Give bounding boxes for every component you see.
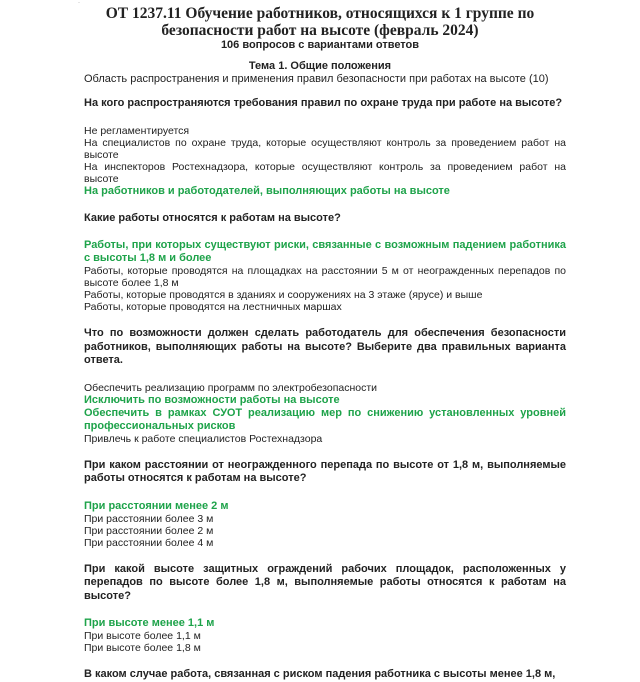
correct-answer: Исключить по возможности работы на высоте: [84, 393, 340, 406]
question-text: В каком случае работа, связанная с риском падения работника с высоты менее 1,8 м,: [84, 668, 556, 680]
correct-answer: Работы, при которых существуют риски, связанные с возможным падением работника с высоты 1,8 м и более: [84, 239, 566, 264]
question-block: [84, 97, 566, 198]
document-subtitle: 106 вопросов с вариантами ответов: [220, 39, 420, 51]
answer-option: Привлечь к работе специалистов Ростехнадзора: [84, 432, 323, 445]
question-text: При какой высоте защитных ограждений рабочих площадок, расположенных у перепадов по высоте более 1,8 м, выполняемые работы относятся к работам на высоте?: [84, 562, 566, 602]
question-block: [84, 212, 566, 314]
answer-option: На инспекторов Ростехнадзора, которые осуществляют контроль за проведением работ на высоте: [84, 160, 566, 185]
correct-answer: При расстоянии менее 2 м: [84, 499, 229, 512]
document-title: ОТ 1237.11 Обучение работников, относящихся к 1 группе по безопасности работ на высоте (февраль 2024): [105, 5, 535, 39]
topic-title: Тема 1. Общие положения: [248, 60, 392, 72]
question-text: Какие работы относятся к работам на высоте?: [84, 211, 341, 224]
answer-option: При высоте более 1,8 м: [84, 642, 201, 654]
question-block: [84, 563, 566, 655]
answer-option: Обеспечить реализацию программ по электробезопасности: [84, 381, 378, 394]
question-text: Что по возможности должен сделать работодатель для обеспечения безопасности работников, выполняющих работы на высоте? Выберите два правильных варианта ответа.: [84, 327, 566, 366]
answer-option: Работы, которые проводятся на лестничных маршах: [84, 301, 342, 313]
correct-answer: На работников и работодателей, выполняющих работы на высоте: [84, 184, 450, 197]
question-block: [84, 459, 566, 549]
answer-option: При расстоянии более 3 м: [84, 512, 214, 525]
question-block: [84, 327, 566, 445]
answer-option: Работы, которые проводятся в зданиях и сооружениях на 3 этаже (ярусе) и выше: [84, 289, 483, 301]
answer-option: При высоте более 1,1 м: [84, 630, 201, 642]
answer-option: При расстоянии более 4 м: [84, 536, 214, 549]
answer-option: На специалистов по охране труда, которые осуществляют контроль за проведением работ на высоте: [84, 136, 566, 161]
page-marker: ·: [78, 0, 80, 6]
answer-option: При расстоянии более 2 м: [84, 524, 214, 537]
correct-answer: Обеспечить в рамках СУОТ реализацию мер по снижению установленных уровней профессиональных рисков: [84, 406, 566, 432]
question-text: На кого распространяются требования правил по охране труда при работе на высоте?: [84, 97, 563, 109]
question-block: [84, 668, 566, 682]
correct-answer: При высоте менее 1,1 м: [84, 617, 215, 629]
question-text: При каком расстоянии от неогражденного перепада по высоте от 1,8 м, выполняемые работы относятся к работам на высоте?: [84, 458, 566, 484]
answer-option: Не регламентируется: [84, 124, 190, 137]
question-list: [84, 97, 566, 682]
answer-option: Работы, которые проводятся на площадках на расстоянии 5 м от неогражденных перепадов по высоте более 1,8 м: [84, 265, 566, 289]
topic-section: Область распространения и применения правил безопасности при работах на высоте (10): [84, 73, 549, 85]
